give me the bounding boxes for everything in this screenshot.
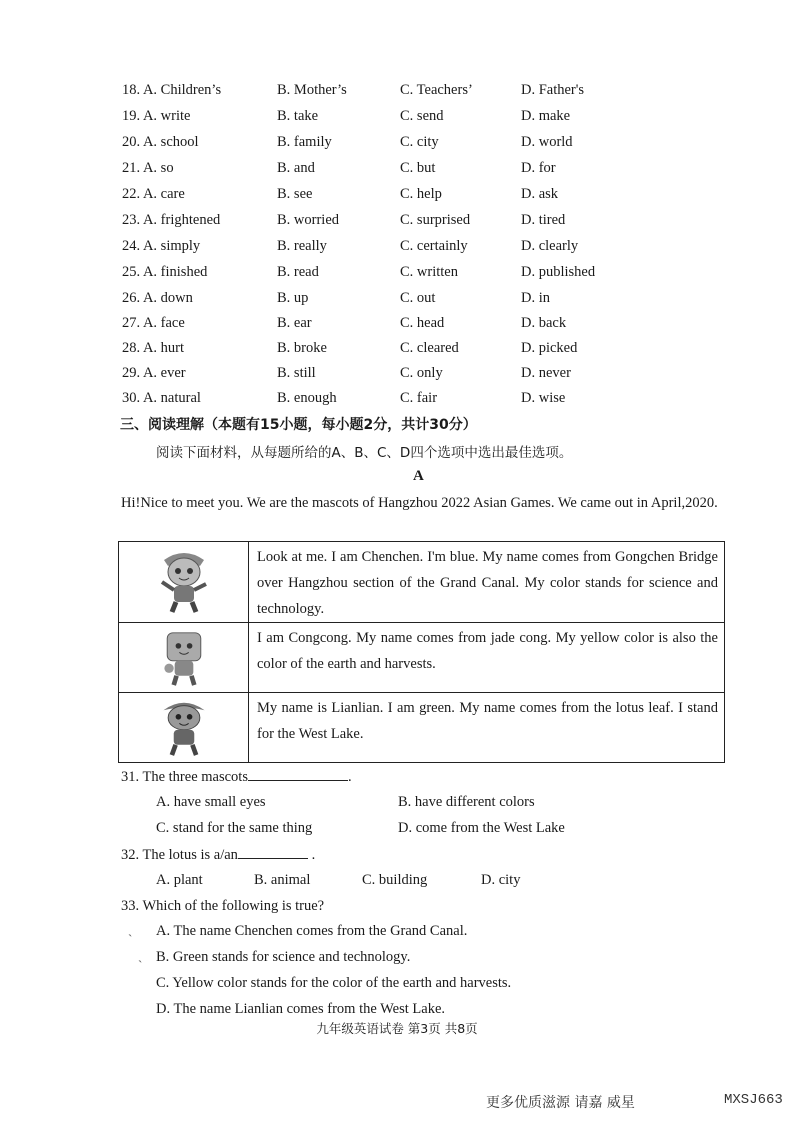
question-stem: 31. The three mascots <box>121 769 248 785</box>
option-b: B. ear <box>277 315 312 331</box>
option-c: C. head <box>400 315 445 331</box>
answer-blank[interactable] <box>248 764 348 781</box>
mascot-image-cell <box>119 693 249 763</box>
option-d: D. for <box>521 160 556 176</box>
option-c: C. surprised <box>400 212 471 228</box>
option-a: 20. A. school <box>122 134 199 150</box>
option-b: B. see <box>277 186 313 202</box>
question-stem: 33. Which of the following is true? <box>121 898 325 914</box>
mascot-description: Look at me. I am Chenchen. I'm blue. My name comes from Gongchen Bridge over Hangzhou section of the Grand Canal. My color stands for science and technology. <box>249 542 725 623</box>
page-footer: 九年级英语试卷 第3页 共8页 <box>316 1021 478 1036</box>
option-b: B. worried <box>277 212 340 228</box>
option-a[interactable]: A. have small eyes <box>156 794 266 810</box>
option-a: 28. A. hurt <box>122 340 185 356</box>
option-b[interactable]: B. Green stands for science and technology. <box>156 949 411 965</box>
option-d: D. world <box>521 134 573 150</box>
option-d: D. wise <box>521 390 566 406</box>
option-b: B. Mother’s <box>277 82 347 98</box>
option-c: C. written <box>400 264 458 280</box>
mascot-row <box>119 542 725 623</box>
option-c[interactable]: C. Yellow color stands for the color of the earth and harvests. <box>156 975 512 991</box>
option-a: 29. A. ever <box>122 365 186 381</box>
option-c[interactable]: C. stand for the same thing <box>156 820 313 836</box>
option-c: C. send <box>400 108 444 124</box>
option-d: D. published <box>521 264 596 280</box>
option-a: 18. A. Children’s <box>122 82 222 98</box>
mascot-congcong-image <box>156 627 212 689</box>
option-c: C. fair <box>400 390 438 406</box>
option-d: D. ask <box>521 186 559 202</box>
option-d: D. back <box>521 315 567 331</box>
option-b: B. family <box>277 134 332 150</box>
option-b: B. up <box>277 290 309 306</box>
option-a: 26. A. down <box>122 290 193 306</box>
option-b: B. still <box>277 365 316 381</box>
option-b: B. enough <box>277 390 337 406</box>
option-c: C. but <box>400 160 436 176</box>
option-a[interactable]: A. The name Chenchen comes from the Grand Canal. <box>156 923 468 939</box>
bottom-code: MXSJ663 <box>724 1092 783 1108</box>
option-d: D. never <box>521 365 571 381</box>
mascot-lianlian-image <box>156 697 212 759</box>
option-b: B. and <box>277 160 315 176</box>
answer-blank[interactable] <box>238 842 308 859</box>
option-a[interactable]: A. plant <box>156 872 203 888</box>
option-b: B. really <box>277 238 327 254</box>
bottom-note: 更多优质滋源 请嘉 威星 <box>486 1095 635 1111</box>
question-31 <box>121 764 352 789</box>
option-b[interactable]: B. animal <box>254 872 311 888</box>
option-a: 19. A. write <box>122 108 191 124</box>
option-b[interactable]: B. have different colors <box>398 794 535 810</box>
option-c: C. cleared <box>400 340 459 356</box>
option-c: C. city <box>400 134 439 150</box>
mascot-description: I am Congcong. My name comes from jade cong. My yellow color is also the color of the earth and harvests. <box>249 623 725 693</box>
question-tail: . <box>347 769 352 785</box>
option-a: 30. A. natural <box>122 390 201 406</box>
option-a: 27. A. face <box>122 315 185 331</box>
question-stem: 32. The lotus is a/an <box>121 847 238 863</box>
option-d: D. clearly <box>521 238 579 254</box>
option-c: C. certainly <box>400 238 468 254</box>
option-c[interactable]: C. building <box>362 872 428 888</box>
option-a: 22. A. care <box>122 186 185 202</box>
passage-letter: A <box>413 468 424 484</box>
option-c: C. Teachers’ <box>400 82 473 98</box>
option-d: D. picked <box>521 340 578 356</box>
option-d: D. tired <box>521 212 566 228</box>
option-a: 25. A. finished <box>122 264 208 280</box>
question-tail: . <box>311 847 316 863</box>
option-d[interactable]: D. city <box>481 872 521 888</box>
option-d[interactable]: D. come from the West Lake <box>398 820 565 836</box>
option-d[interactable]: D. The name Lianlian comes from the West Lake. <box>156 1001 446 1017</box>
mascot-row <box>119 693 725 763</box>
option-d: D. in <box>521 290 550 306</box>
mascot-image-cell <box>119 623 249 693</box>
option-a: 23. A. frightened <box>122 212 221 228</box>
mascot-description: My name is Lianlian. I am green. My name comes from the lotus leaf. I stand for the West Lake. <box>249 693 725 763</box>
question-33 <box>121 894 324 918</box>
section-heading: 三、阅读理解（本题有15小题，每小题2分，共计30分） <box>120 417 477 433</box>
option-b: B. read <box>277 264 319 280</box>
option-c: C. out <box>400 290 436 306</box>
mascot-row <box>119 623 725 693</box>
mascot-table <box>118 541 725 763</box>
option-a: 21. A. so <box>122 160 174 176</box>
pencil-mark: ˎ <box>138 948 143 963</box>
option-d: D. Father's <box>521 82 585 98</box>
option-a: 24. A. simply <box>122 238 201 254</box>
passage-intro: Hi!Nice to meet you. We are the mascots of Hangzhou 2022 Asian Games. We came out in April,2020. <box>121 495 718 511</box>
option-b: B. broke <box>277 340 327 356</box>
mascot-image-cell <box>119 542 249 623</box>
option-c: C. help <box>400 186 442 202</box>
option-d: D. make <box>521 108 571 124</box>
pencil-mark: ˎ <box>128 922 133 937</box>
option-b: B. take <box>277 108 319 124</box>
question-32 <box>121 842 315 867</box>
option-c: C. only <box>400 365 443 381</box>
section-instruction: 阅读下面材料，从每题所给的A、B、C、D四个选项中选出最佳选项。 <box>156 445 573 461</box>
mascot-chenchen-image <box>154 546 214 616</box>
